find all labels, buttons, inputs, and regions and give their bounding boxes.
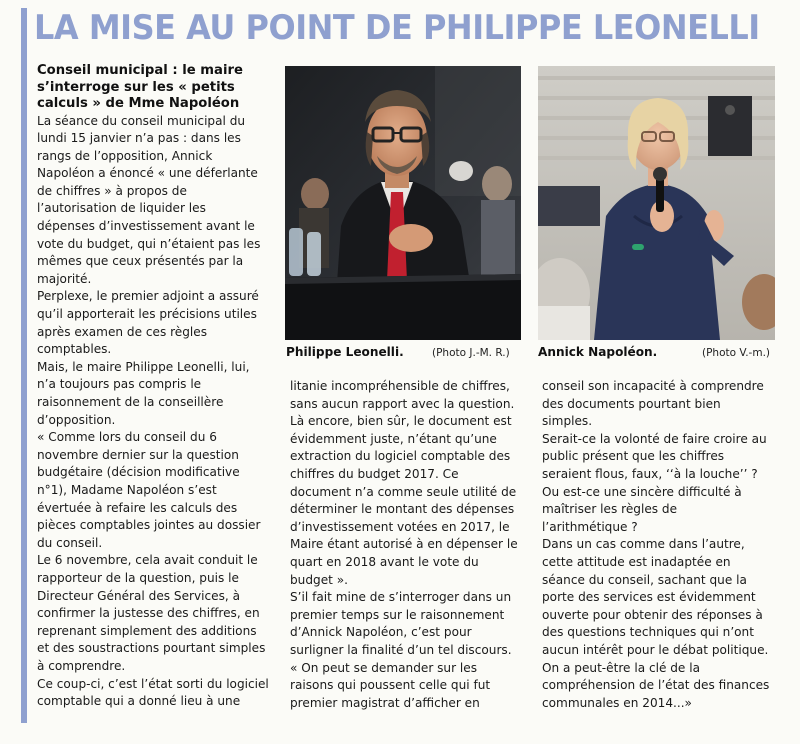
text-line: Maire étant autorisé à en dépenser le	[290, 537, 518, 552]
text-line: S’il fait mine de s’interroger dans un	[290, 590, 512, 605]
text-line: des documents pourtant bien	[542, 396, 721, 411]
text-line: Là encore, bien sûr, le document est	[290, 414, 512, 429]
photo2-caption-name: Annick Napoléon.	[538, 345, 658, 359]
text-line: sans aucun rapport avec la question.	[290, 396, 515, 411]
article-subhead	[37, 63, 277, 113]
text-line: simples.	[542, 414, 593, 429]
text-line: surligner la finalité d’un tel discours.	[290, 642, 512, 657]
text-line: On a peut-être la clé de la	[542, 660, 700, 675]
text-line: lundi 15 janvier n’a pas : dans les	[37, 131, 241, 146]
subhead-line: Conseil municipal : le maire	[37, 63, 243, 78]
text-line: d’investissement votées en 2017, le	[290, 519, 510, 534]
text-line: cette attitude est inadaptée en	[542, 554, 731, 569]
accent-bar	[21, 8, 27, 723]
text-line: extraction du logiciel comptable des	[290, 449, 511, 464]
text-line: chiffres du budget 2017. Ce	[290, 466, 459, 481]
text-line: ouverte pour obtenir des réponses à	[542, 607, 763, 622]
text-line: premier temps sur le raisonnement	[290, 607, 505, 622]
text-line: majorité.	[37, 271, 92, 286]
text-line: comptables.	[37, 342, 112, 357]
text-line: raisons qui poussent celle qui fut	[290, 678, 491, 693]
text-line: budgétaire (décision modificative	[37, 465, 240, 480]
text-line: Mais, le maire Philippe Leonelli, lui,	[37, 359, 250, 374]
text-line: d’opposition.	[37, 412, 116, 427]
photo1-caption-credit: (Photo J.-M. R.)	[432, 347, 510, 359]
text-line: Dans un cas comme dans l’autre,	[542, 537, 745, 552]
photo-philippe-leonelli	[285, 66, 521, 340]
text-line: raisonnement de la conseillère	[37, 395, 224, 409]
text-line: litanie incompréhensible de chiffres,	[290, 379, 510, 393]
text-line: du conseil.	[37, 535, 103, 550]
text-line: des questions techniques qui n’ont	[542, 625, 754, 640]
subhead-line: s’interroge sur les « petits	[37, 79, 235, 95]
column-2	[290, 378, 526, 712]
text-line: rangs de l’opposition, Annick	[37, 148, 213, 163]
text-line: Perplexe, le premier adjoint a assuré	[37, 289, 259, 304]
text-line: conseil son incapacité à comprendre	[542, 379, 764, 393]
text-line: novembre dernier sur la question	[37, 447, 239, 462]
text-line: n°1), Madame Napoléon s’est	[37, 482, 217, 497]
text-line: Ce coup-ci, c’est l’état sorti du logiciel	[37, 676, 269, 691]
text-line: Directeur Général des Services, à	[37, 588, 240, 603]
text-line: aucun intérêt pour le débat politique.	[542, 642, 769, 657]
photo2-caption-credit: (Photo V.-m.)	[702, 347, 771, 359]
text-line: et des soustractions pourtant simples	[37, 641, 266, 656]
column-1-body	[37, 113, 277, 711]
photo1-caption-name: Philippe Leonelli.	[286, 345, 404, 359]
text-line: évertuée à refaire les calculs des	[37, 500, 238, 515]
text-line: à comprendre.	[37, 658, 126, 673]
column-1	[37, 63, 277, 711]
text-line: seraient flous, faux, ‘‘à la louche’’ ?	[542, 466, 758, 481]
text-line: quart en 2018 avant le vote du	[290, 554, 479, 569]
text-line: « On peut se demander sur les	[290, 660, 478, 675]
subhead-line: calculs » de Mme Napoléon	[37, 96, 240, 111]
text-line: mêmes que ceux présentés par la	[37, 254, 244, 269]
text-line: séance du conseil, sachant que la	[542, 572, 747, 587]
text-line: document n’a comme seule utilité de	[290, 484, 517, 499]
text-line: porte des services est évidemment	[542, 590, 756, 605]
text-line: Serait-ce la volonté de faire croire au	[542, 431, 767, 446]
text-line: maîtriser les règles de	[542, 502, 678, 517]
text-line: rapporteur de la question, puis le	[37, 570, 239, 585]
text-line: Napoléon a énoncé « une déferlante	[37, 166, 258, 181]
text-line: dépenses d’investissement avant le	[37, 219, 255, 234]
text-line: n’a toujours pas compris le	[37, 377, 202, 392]
text-line: Ou est-ce une sincère difficulté à	[542, 484, 742, 499]
text-line: qu’il apporterait les précisions utiles	[37, 307, 257, 322]
column-3	[542, 378, 782, 712]
text-line: pièces comptables jointes au dossier	[37, 518, 261, 533]
text-line: après examen de ces règles	[37, 324, 208, 339]
text-line: l’autorisation de liquider les	[37, 201, 206, 216]
text-line: communales en 2014...»	[542, 695, 692, 710]
text-line: « Comme lors du conseil du 6	[37, 430, 217, 445]
text-line: La séance du conseil municipal du	[37, 113, 246, 128]
text-line: budget ».	[290, 572, 348, 587]
text-line: reprenant simplement des additions	[37, 623, 257, 638]
text-line: public présent que les chiffres	[542, 449, 725, 464]
text-line: comptable qui a donné lieu à une	[37, 694, 241, 709]
text-line: confirmer la justesse des chiffres, en	[37, 606, 260, 621]
text-line: Le 6 novembre, cela avait conduit le	[37, 553, 258, 568]
text-line: vote du budget, qui n’étaient pas les	[37, 236, 261, 251]
text-line: déterminer le montant des dépenses	[290, 502, 515, 517]
text-line: d’Annick Napoléon, c’est pour	[290, 625, 472, 640]
headline: LA MISE AU POINT DE PHILIPPE LEONELLI	[34, 8, 760, 48]
text-line: l’arithmétique ?	[542, 519, 638, 534]
photo-annick-napoleon	[538, 66, 775, 340]
text-line: compréhension de l’état des finances	[542, 678, 770, 693]
text-line: premier magistrat d’afficher en	[290, 695, 480, 710]
text-line: de chiffres » à propos de	[37, 183, 187, 198]
text-line: évidemment juste, n’étant qu’une	[290, 431, 497, 446]
